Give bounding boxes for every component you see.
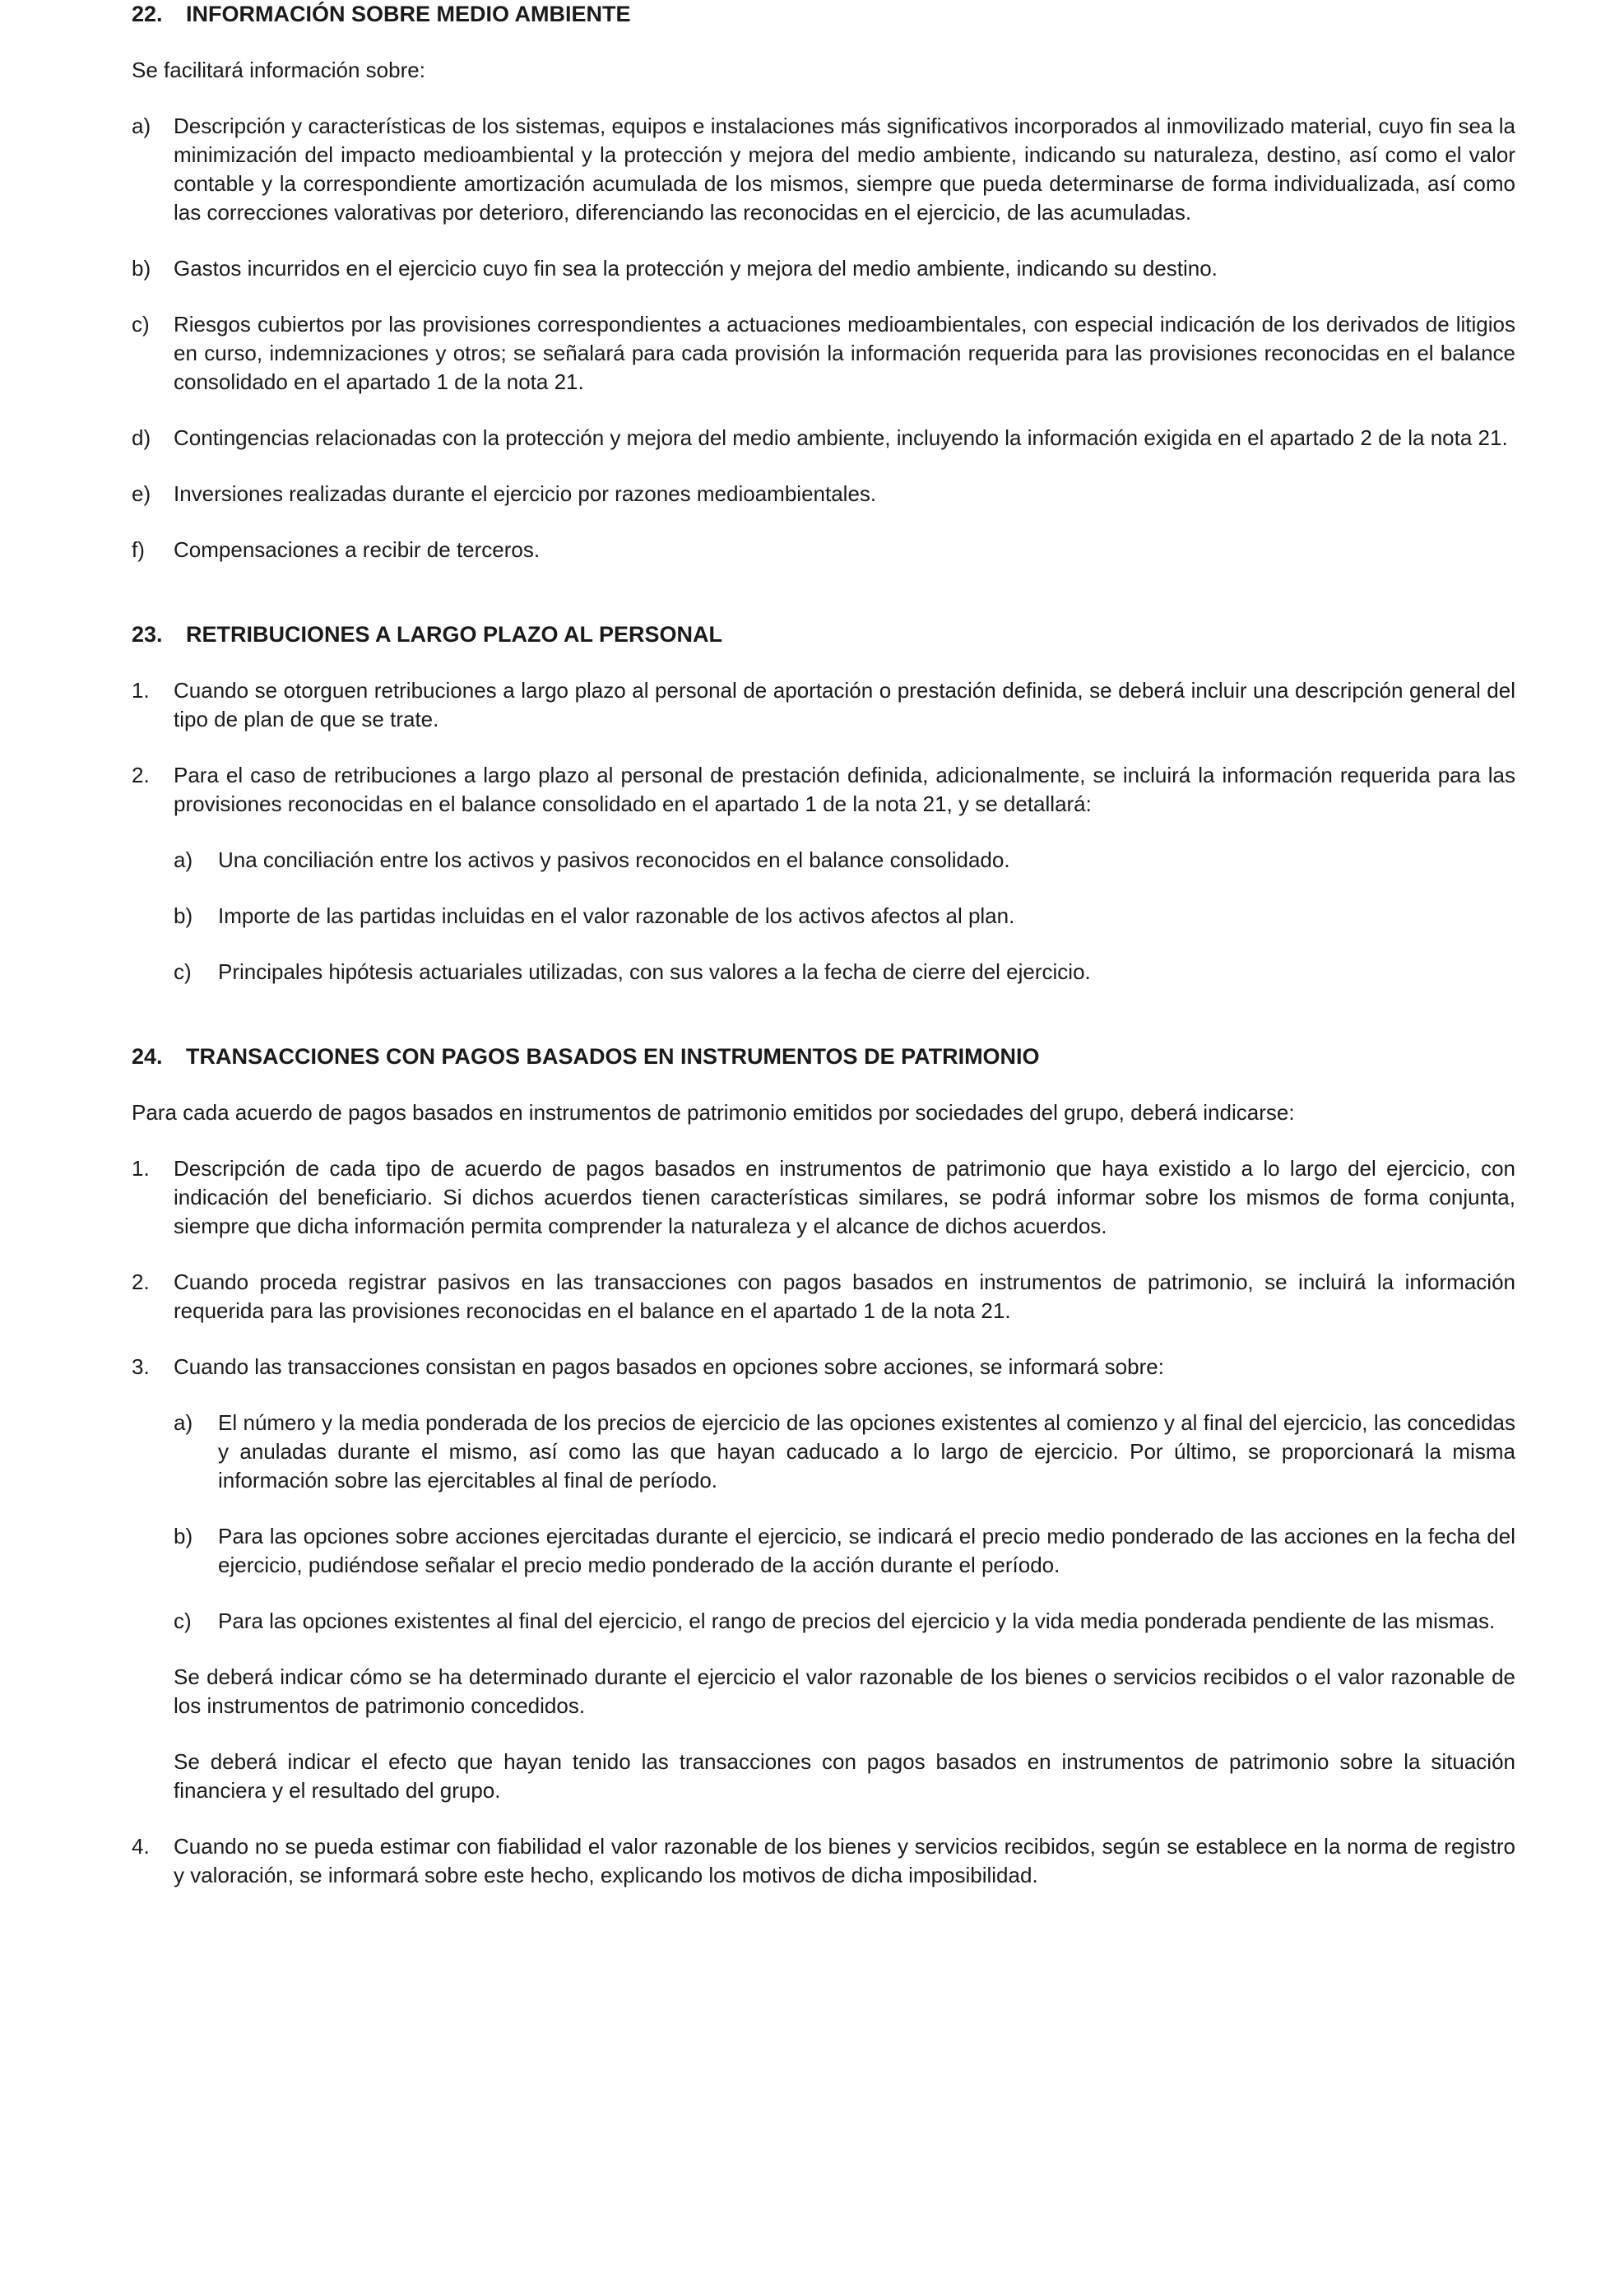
list-item: [132, 1268, 1515, 1325]
section-24-number: 24.: [132, 1044, 163, 1069]
section-23-number: 23.: [132, 622, 163, 647]
item-text: Para el caso de retribuciones a largo plazo al personal de prestación definida, adicionalmente, se incluirá la información requerida para las provisiones reconocidas en el balance consolidado en el apartado 1 de la nota 21, y se detallará:: [174, 763, 1515, 816]
item-marker: a): [174, 1410, 193, 1435]
item-text: Compensaciones a recibir de terceros.: [174, 537, 541, 562]
list-item: [132, 536, 1515, 564]
item-marker: e): [132, 481, 151, 506]
sublist: [132, 846, 1515, 986]
sublist-item: [174, 1409, 1515, 1495]
sublist: [132, 1409, 1515, 1636]
list-item: [132, 1353, 1515, 1381]
item-text: Para las opciones sobre acciones ejercitadas durante el ejercicio, se indicará el precio medio ponderado de las acciones en la fecha del ejercicio, pudiéndose señalar el precio medio ponderado de la acción durante el período.: [218, 1524, 1515, 1577]
item-marker: c): [132, 312, 150, 337]
list-item: [132, 480, 1515, 508]
item-marker: b): [174, 1524, 193, 1548]
item-marker: d): [132, 425, 151, 450]
list-item: [132, 676, 1515, 734]
item-marker: a): [174, 847, 193, 872]
list-item: [132, 761, 1515, 819]
section-22-number: 22.: [132, 2, 163, 26]
sublist-item: [174, 1607, 1515, 1636]
section-23-heading: [132, 620, 1515, 649]
list-item: [132, 112, 1515, 227]
item-marker: b): [174, 903, 193, 928]
list-item: [132, 424, 1515, 453]
item-marker: 3.: [132, 1354, 150, 1379]
item-text: Riesgos cubiertos por las provisiones correspondientes a actuaciones medioambientales, con especial indicación de los derivados de litigios en curso, indemnizaciones y otros; se señalará para cada provisión la información requerida para las provisiones reconocidas en el balance consolidado en el apartado 1 de la nota 21.: [174, 312, 1515, 394]
paragraph: Se deberá indicar cómo se ha determinado durante el ejercicio el valor razonable de los bienes o servicios recibidos o el valor razonable de los instrumentos de patrimonio concedidos.: [174, 1664, 1515, 1718]
item-marker: f): [132, 537, 145, 562]
item-text: Contingencias relacionadas con la protección y mejora del medio ambiente, incluyendo la información exigida en el apartado 2 de la nota 21.: [174, 425, 1508, 450]
item-text: Cuando se otorguen retribuciones a largo plazo al personal de aportación o prestación definida, se deberá incluir una descripción general del tipo de plan de que se trate.: [174, 678, 1515, 731]
item-text: Cuando no se pueda estimar con fiabilidad el valor razonable de los bienes y servicios recibidos, según se establece en la norma de registro y valoración, se informará sobre este hecho, explicando los motivos de dicha imposibilidad.: [174, 1834, 1515, 1887]
item-text: El número y la media ponderada de los precios de ejercicio de las opciones existentes al comienzo y al final del ejercicio, las concedidas y anuladas durante el mismo, así como las que hayan caducado a lo largo de ejercicio. Por último, se proporcionará la misma información sobre las ejercitables al final de período.: [218, 1410, 1515, 1492]
sublist-item: [174, 846, 1515, 875]
item-marker: 1.: [132, 678, 150, 703]
item-text: Descripción y características de los sistemas, equipos e instalaciones más significativos incorporados al inmovilizado material, cuyo fin sea la minimización del impacto medioambiental y la protección y mejora del medio ambiente, indicando su naturaleza, destino, así como el valor contable y la correspondiente amortización acumulada de los mismos, siempre que pueda determinarse de forma individualizada, así como las correcciones valorativas por deterioro, diferenciando las reconocidas en el ejercicio, de las acumuladas.: [174, 114, 1515, 225]
sublist-item: [174, 958, 1515, 986]
item-marker: 1.: [132, 1156, 150, 1181]
section-22-title: INFORMACIÓN SOBRE MEDIO AMBIENTE: [186, 2, 631, 26]
item-marker: c): [174, 959, 192, 984]
item-marker: 2.: [132, 1270, 150, 1294]
list-item: [132, 1832, 1515, 1890]
item-marker: a): [132, 114, 151, 138]
item-marker: c): [174, 1609, 192, 1633]
item-text: Inversiones realizadas durante el ejercicio por razones medioambientales.: [174, 481, 877, 506]
item-text: Para las opciones existentes al final del ejercicio, el rango de precios del ejercicio y la vida media ponderada pendiente de las mismas.: [218, 1609, 1496, 1633]
sublist-item: [174, 1522, 1515, 1580]
item-marker: b): [132, 256, 151, 281]
section-22: [132, 0, 1515, 564]
list-item: [132, 1154, 1515, 1241]
item-marker: 2.: [132, 763, 150, 787]
section-23: [132, 620, 1515, 986]
item-text: Cuando proceda registrar pasivos en las transacciones con pagos basados en instrumentos de patrimonio, se incluirá la información requerida para las provisiones reconocidas en el balance en el apartado 1 de la nota 21.: [174, 1270, 1515, 1323]
sublist-item: [174, 902, 1515, 931]
item-marker: 4.: [132, 1834, 150, 1859]
list-item: [132, 310, 1515, 397]
paragraph: Se deberá indicar el efecto que hayan tenido las transacciones con pagos basados en instrumentos de patrimonio sobre la situación financiera y el resultado del grupo.: [174, 1749, 1515, 1803]
item-text: Una conciliación entre los activos y pasivos reconocidos en el balance consolidado.: [218, 847, 1010, 872]
list-item: [132, 254, 1515, 283]
item-text: Cuando las transacciones consistan en pagos basados en opciones sobre acciones, se informará sobre:: [174, 1354, 1164, 1379]
section-24: [132, 1042, 1515, 1890]
section-23-title: RETRIBUCIONES A LARGO PLAZO AL PERSONAL: [186, 622, 723, 647]
item-text: Principales hipótesis actuariales utilizadas, con sus valores a la fecha de cierre del ejercicio.: [218, 959, 1091, 984]
item-text: Descripción de cada tipo de acuerdo de pagos basados en instrumentos de patrimonio que haya existido a lo largo del ejercicio, con indicación del beneficiario. Si dichos acuerdos tienen características similares, se podrá informar sobre los mismos de forma conjunta, siempre que dicha información permita comprender la naturaleza y el alcance de dichos acuerdos.: [174, 1156, 1515, 1238]
section-24-intro: Para cada acuerdo de pagos basados en instrumentos de patrimonio emitidos por sociedades del grupo, deberá indicarse:: [132, 1100, 1295, 1125]
item-text: Gastos incurridos en el ejercicio cuyo fin sea la protección y mejora del medio ambiente, indicando su destino.: [174, 256, 1218, 281]
item-text: Importe de las partidas incluidas en el valor razonable de los activos afectos al plan.: [218, 903, 1015, 928]
section-24-heading: [132, 1042, 1515, 1071]
section-22-intro: Se facilitará información sobre:: [132, 58, 425, 82]
section-24-title: TRANSACCIONES CON PAGOS BASADOS EN INSTRUMENTOS DE PATRIMONIO: [186, 1044, 1040, 1069]
section-22-heading: [132, 0, 1515, 29]
